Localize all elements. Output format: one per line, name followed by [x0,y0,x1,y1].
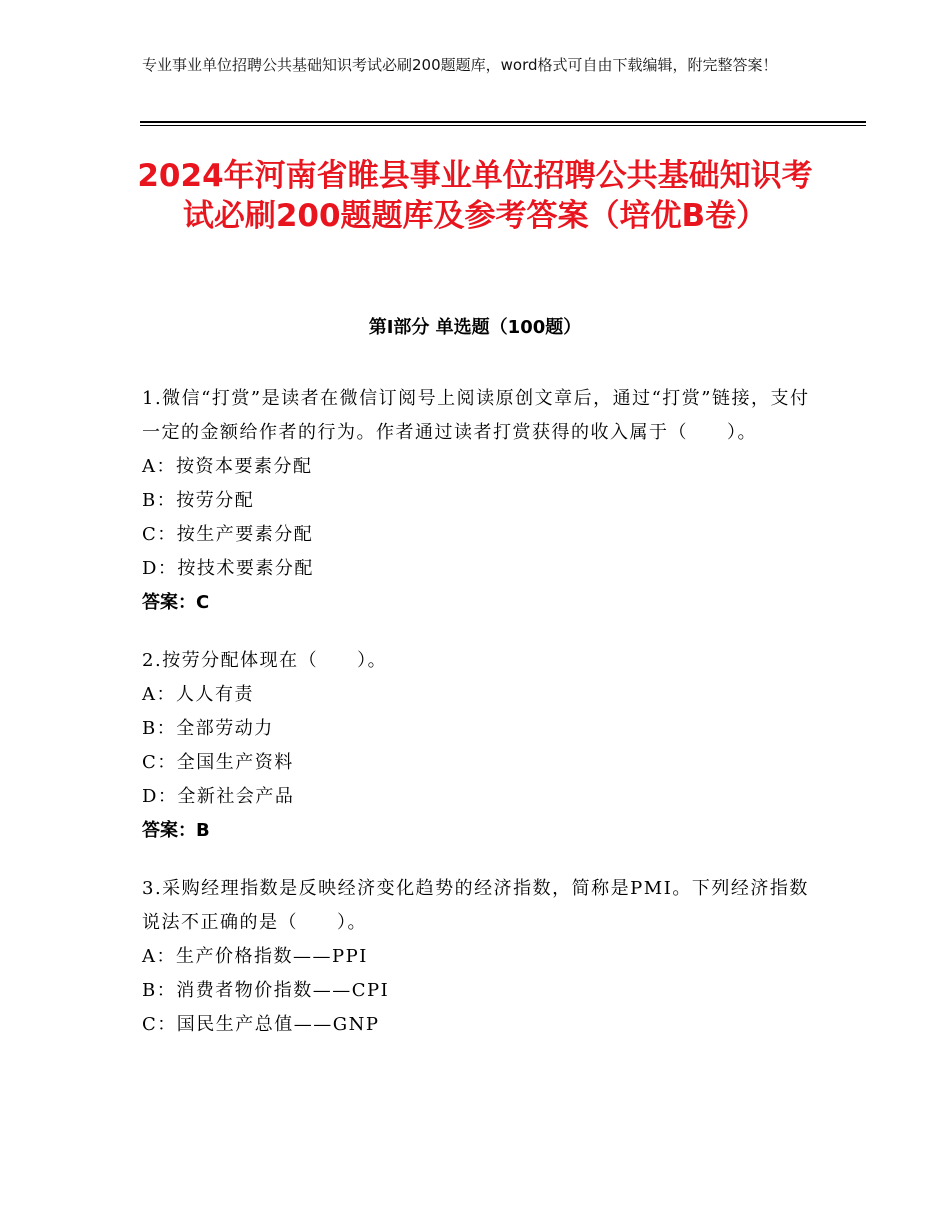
option-d: D：全新社会产品 [142,786,295,807]
question-2 [142,644,810,848]
question-list [142,382,810,1066]
answer-line: 答案：C [142,592,210,613]
header-rule-thin [140,125,866,126]
section-heading: 第Ⅰ部分 单选题（100题） [368,317,582,338]
question-stem: 1.微信“打赏”是读者在微信订阅号上阅读原创文章后，通过“打赏”链接，支付一定的金额给作者的行为。作者通过读者打赏获得的收入属于（ ）。 [142,388,810,443]
header-rule-thick [140,121,866,123]
question-1 [142,382,810,620]
question-stem: 2.按劳分配体现在（ ）。 [142,650,388,671]
option-a: A：人人有责 [142,684,254,705]
document-title: 2024年河南省睢县事业单位招聘公共基础知识考试必刷200题题库及参考答案（培优B卷） [137,158,813,234]
option-d: D：按技术要素分配 [142,558,314,579]
question-3 [142,872,810,1042]
option-b: B：按劳分配 [142,490,255,511]
option-c: C：国民生产总值——GNP [142,1014,380,1035]
option-c: C：按生产要素分配 [142,524,314,545]
option-c: C：全国生产资料 [142,752,294,773]
answer-line: 答案：B [142,820,210,841]
option-a: A：生产价格指数——PPI [142,946,368,967]
option-b: B：消费者物价指数——CPI [142,980,390,1001]
option-a: A：按资本要素分配 [142,456,313,477]
question-stem: 3.采购经理指数是反映经济变化趋势的经济指数，简称是PMI。下列经济指数说法不正确的是（ ）。 [142,878,809,933]
header-note: 专业事业单位招聘公共基础知识考试必刷200题题库，word格式可自由下载编辑，附完整答案！ [142,56,778,74]
option-b: B：全部劳动力 [142,718,274,739]
